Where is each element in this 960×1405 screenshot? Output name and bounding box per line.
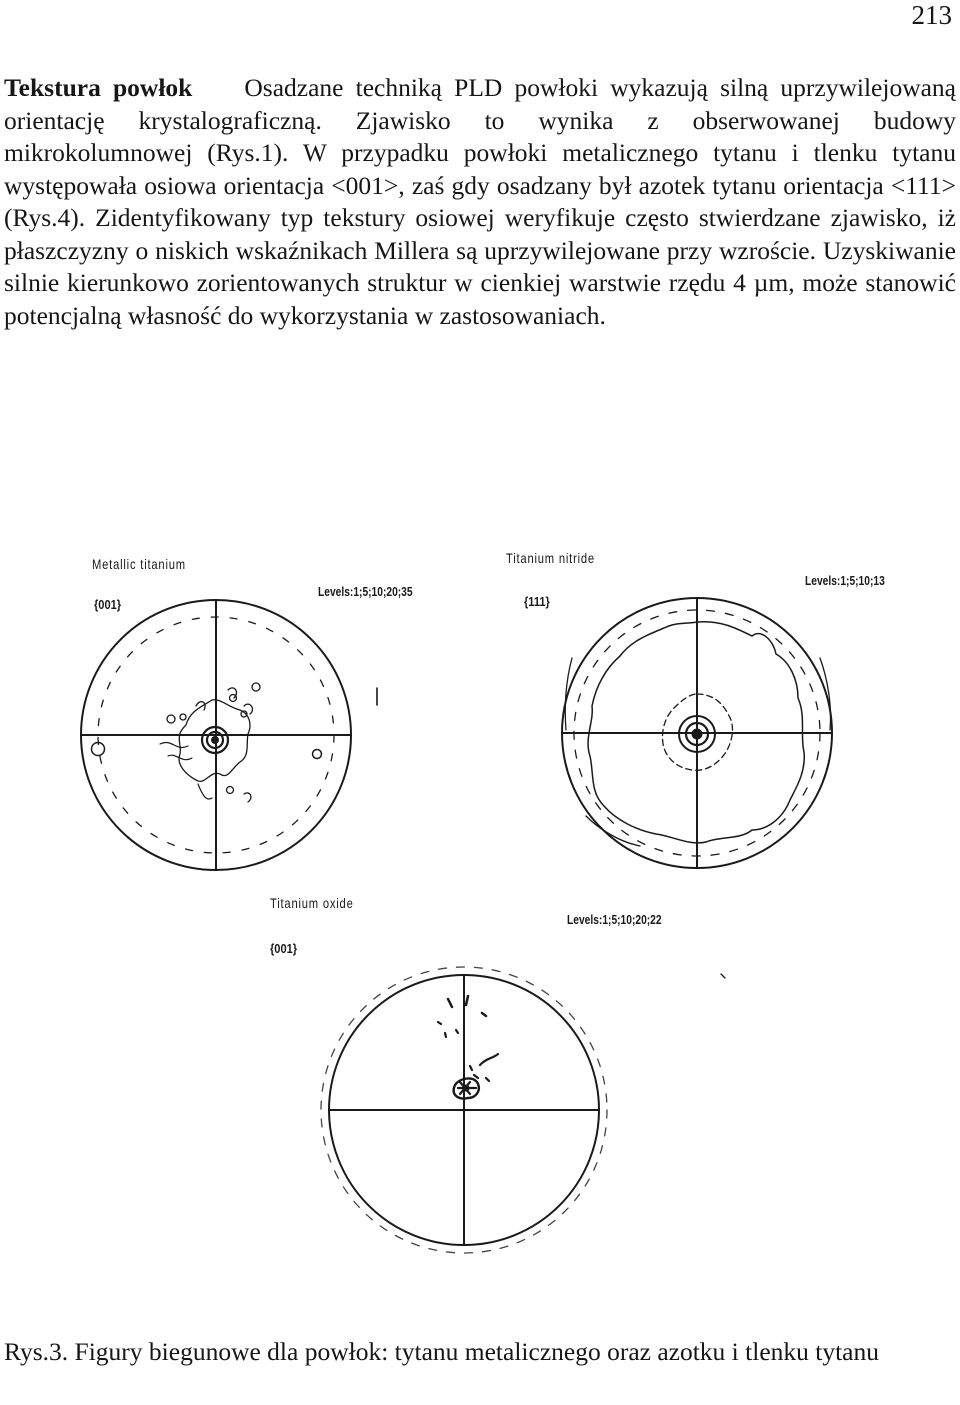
body-text: Osadzane techniką PLD powłoki wykazują silną uprzywilejowaną orientację krystalograficzną. Zjawisko to wynika z obserwowanej budowy mikrokolumnowej (Rys.1). W przypadku powłoki metalicznego tytanu i tlenku tytanu występowała osiowa orientacja <001>, zaś gdy osadzany był azotek tytanu orientacja <111> (Rys.4). Zidentyfikowany typ tekstury osiowej weryfikuje często stwierdzane zjawisko, iż płaszczyzny o niskich wskaźnikach Millera są uprzywilejowane przy wzroście. Uzyskiwanie silnie kierunkowo zorientowanych struktur w cienkiej warstwie rzędu 4 µm, może stanowić potencjalną własność do wykorzystania w zastosowaniach. bbox=[4, 73, 956, 330]
contour-level-5 bbox=[448, 996, 486, 1016]
pole-figure-metallic-titanium bbox=[81, 600, 377, 870]
pole-figure-title: Titanium nitride bbox=[506, 550, 595, 566]
pole-figure-plane: {001} bbox=[270, 941, 298, 956]
pole-figure-plane: {111} bbox=[524, 594, 550, 609]
pole-figure-title: Titanium oxide bbox=[270, 895, 354, 911]
pole-figures-graphic bbox=[0, 530, 960, 1330]
page-number: 213 bbox=[911, 0, 952, 30]
section-title: Tekstura powłok bbox=[4, 73, 193, 102]
pole-figures bbox=[0, 530, 960, 1330]
figure-caption: Rys.3. Figury biegunowe dla powłok: tytanu metalicznego oraz azotku i tlenku tytanu bbox=[4, 1337, 879, 1366]
pole-figure-levels: Levels:1;5;10;20;22 bbox=[567, 913, 662, 927]
pole-figure-levels: Levels:1;5;10;13 bbox=[805, 574, 885, 588]
contour-level-35 bbox=[212, 737, 219, 744]
pole-figure-title: Metallic titanium bbox=[92, 556, 186, 572]
body-paragraph bbox=[4, 72, 956, 332]
pole-figure-titanium-nitride bbox=[562, 598, 832, 868]
pole-figure-plane: {001} bbox=[94, 597, 122, 612]
pole-figure-levels: Levels:1;5;10;20;35 bbox=[318, 585, 413, 599]
pole-figure-titanium-oxide bbox=[321, 967, 725, 1253]
